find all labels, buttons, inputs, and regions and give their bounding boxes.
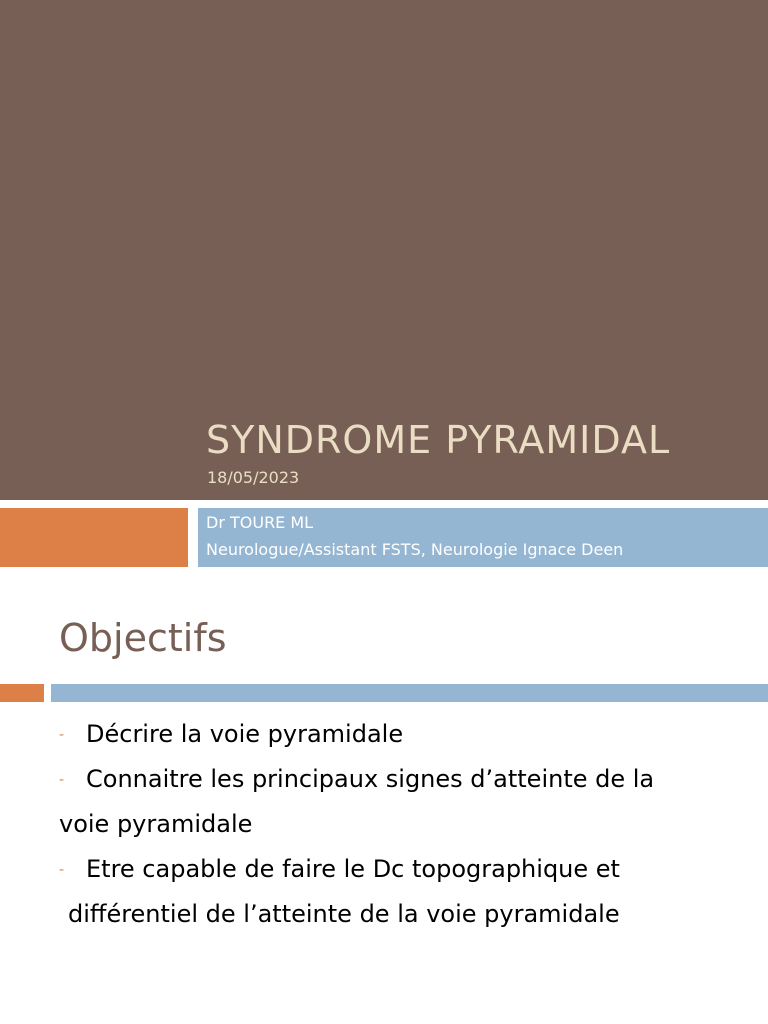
title-slide-background [0,0,768,500]
accent-bar-orange [0,508,188,567]
list-item-text: Connaitre les principaux signes d’atteinte de la [86,765,655,793]
slide-date: 18/05/2023 [207,468,300,487]
slide-title: SYNDROME PYRAMIDAL [206,418,671,462]
heading-accent-blue [51,684,768,702]
bullet-dash: - [59,861,65,878]
list-item-continuation [59,892,749,937]
bullet-dash: - [59,726,65,743]
list-item-continuation [59,802,749,847]
author-name: Dr TOURE ML [206,513,314,532]
list-item-text: Décrire la voie pyramidale [86,720,404,748]
objectives-list [59,712,749,937]
list-item-text: voie pyramidale [59,810,253,838]
list-item [59,847,749,892]
bullet-dash: - [59,771,65,788]
author-bar [198,508,768,567]
list-item-text: Etre capable de faire le Dc topographique et [86,855,620,883]
author-affiliation: Neurologue/Assistant FSTS, Neurologie Ignace Deen [206,540,624,559]
heading-accent-orange [0,684,44,702]
list-item-text: différentiel de l’atteinte de la voie pyramidale [68,900,620,928]
objectives-heading: Objectifs [59,616,227,660]
list-item [59,757,749,802]
list-item [59,712,749,757]
